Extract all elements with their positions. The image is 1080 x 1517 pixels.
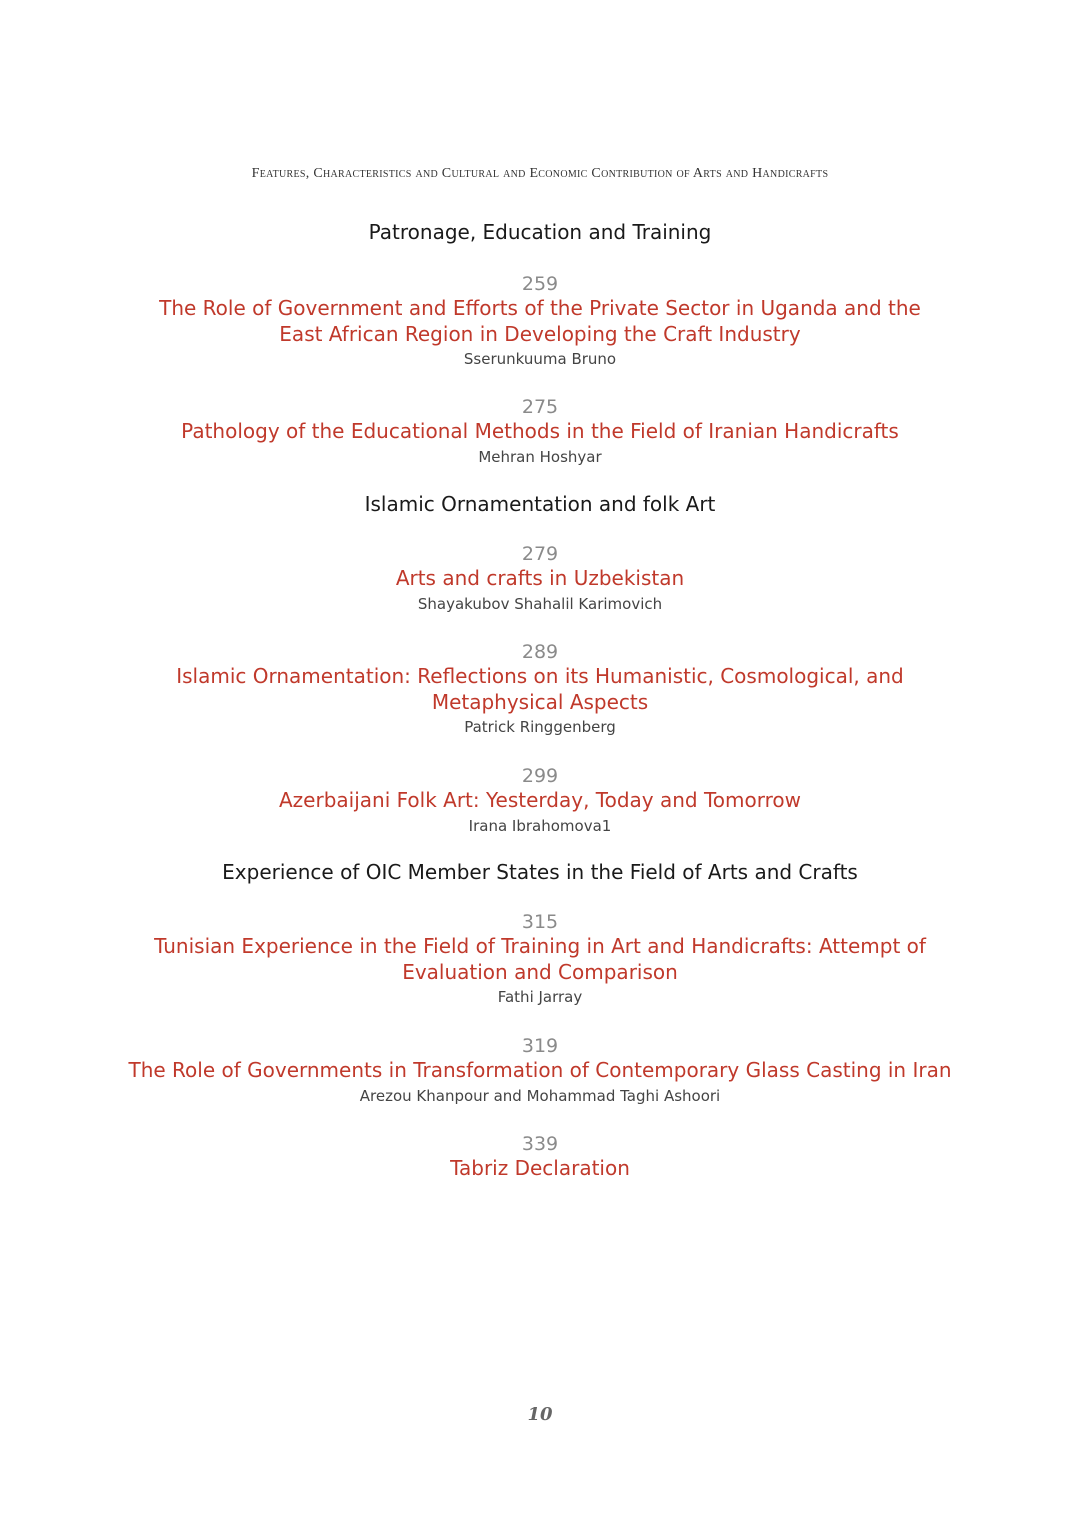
entry-page-number: 299 (521, 765, 559, 787)
entry-author: Arezou Khanpour and Mohammad Taghi Ashoori (359, 1086, 721, 1105)
entry-page-number: 275 (521, 396, 559, 418)
toc-entry[interactable] (0, 1034, 1080, 1107)
toc-entry[interactable] (0, 272, 1080, 370)
entry-author: Fathi Jarray (497, 988, 583, 1006)
toc-entry[interactable] (0, 910, 1080, 1008)
entry-author: Irana Ibrahomova1 (468, 816, 612, 835)
running-header: Features, Characteristics and Cultural and Economic Contribution of Arts and Handicrafts (251, 166, 829, 181)
entry-title[interactable]: Azerbaijani Folk Art: Yesterday, Today and Tomorrow (279, 788, 801, 812)
toc-entry[interactable] (0, 764, 1080, 837)
entry-author: Patrick Ringgenberg (464, 718, 616, 736)
entry-author: Shayakubov Shahalil Karimovich (417, 594, 663, 613)
entry-page-number: 315 (521, 911, 559, 933)
toc-entry[interactable] (0, 1132, 1080, 1182)
entry-title[interactable]: Pathology of the Educational Methods in the Field of Iranian Handicrafts (181, 419, 899, 443)
toc-entry[interactable] (0, 640, 1080, 738)
entry-page-number: 259 (521, 273, 559, 295)
entry-author: Sserunkuuma Bruno (463, 350, 617, 368)
entry-page-number: 339 (521, 1133, 559, 1155)
entry-page-number: 319 (521, 1035, 559, 1057)
entry-title[interactable]: Arts and crafts in Uzbekistan (395, 566, 685, 590)
entry-title[interactable]: Islamic Ornamentation: Reflections on its Humanistic, Cosmological, and Metaphysical Aspects (176, 664, 904, 714)
section-heading: Experience of OIC Member States in the Field of Arts and Crafts (222, 860, 858, 884)
entry-author: Mehran Hoshyar (478, 447, 602, 466)
toc-entry[interactable] (0, 395, 1080, 468)
entry-title[interactable]: Tunisian Experience in the Field of Training in Art and Handicrafts: Attempt of Evaluation and Comparison (154, 934, 926, 984)
section-heading: Islamic Ornamentation and folk Art (364, 492, 716, 516)
section-heading: Patronage, Education and Training (368, 220, 712, 244)
entry-title[interactable]: Tabriz Declaration (450, 1156, 630, 1180)
entry-page-number: 289 (521, 641, 559, 663)
page-number: 10 (527, 1404, 553, 1425)
entry-title[interactable]: The Role of Government and Efforts of the Private Sector in Uganda and the East African Region in Developing the Craft Industry (159, 296, 921, 346)
entry-title[interactable]: The Role of Governments in Transformation of Contemporary Glass Casting in Iran (128, 1058, 952, 1082)
entry-page-number: 279 (521, 543, 559, 565)
toc-entry[interactable] (0, 542, 1080, 615)
